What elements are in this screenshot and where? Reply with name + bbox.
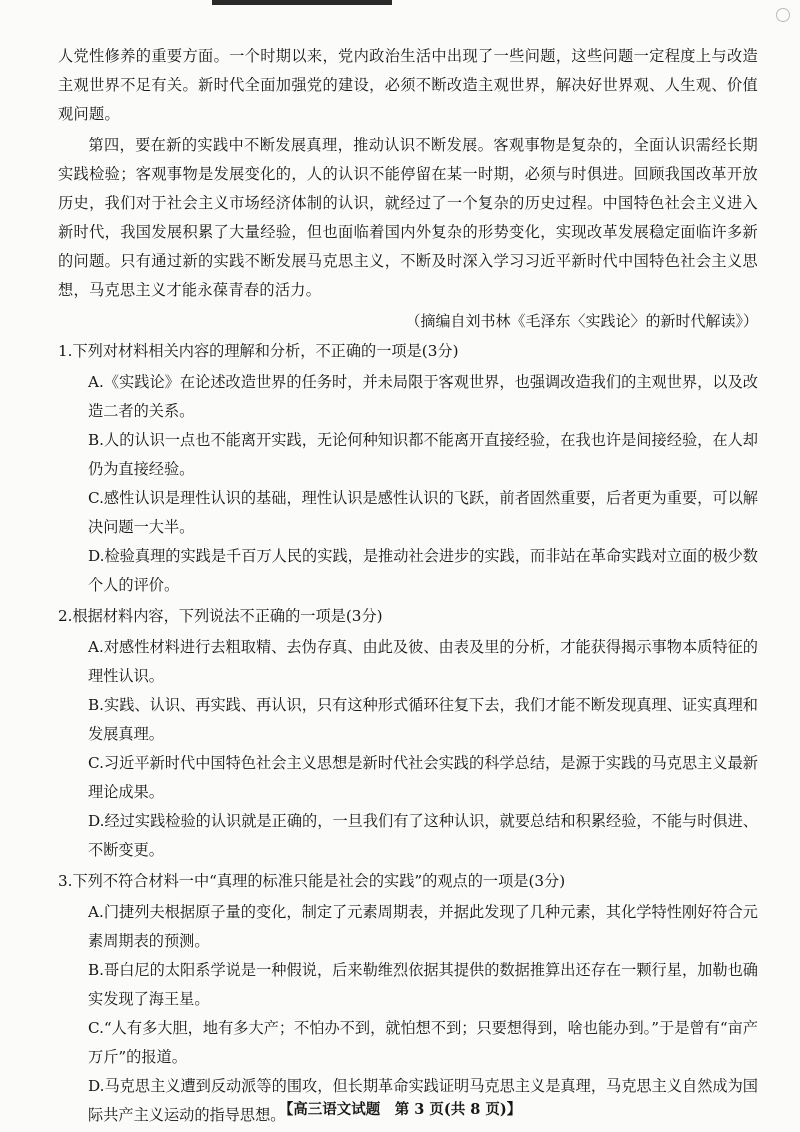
question-stem: 3.下列不符合材料一中“真理的标准只能是社会的实践”的观点的一项是(3分) — [58, 872, 566, 890]
passage-paragraph-1: 人党性修养的重要方面。一个时期以来，党内政治生活中出现了一些问题，这些问题一定程度上与改造主观世界不足有关。新时代全面加强党的建设，必须不断改造主观世界，解决好世界观、人生观、价值观问题。 — [58, 47, 758, 123]
option-d: D.马克思主义遭到反动派等的围攻，但长期革命实践证明马克思主义是真理，马克思主义自然成为国际共产主义运动的指导思想。 — [88, 1077, 758, 1124]
question-3 — [58, 867, 758, 1130]
option-a: A.《实践论》在论述改造世界的任务时，并未局限于客观世界，也强调改造我们的主观世界，以及改造二者的关系。 — [88, 373, 758, 420]
question-stem: 2.根据材料内容，下列说法不正确的一项是(3分) — [58, 607, 383, 625]
option-b: B.哥白尼的太阳系学说是一种假说，后来勒维烈依据其提供的数据推算出还存在一颗行星，加勒也确实发现了海王星。 — [88, 961, 758, 1008]
option-c: C.习近平新时代中国特色社会主义思想是新时代社会实践的科学总结，是源于实践的马克思主义最新理论成果。 — [88, 754, 758, 801]
option-b: B.人的认识一点也不能离开实践，无论何种知识都不能离开直接经验，在我也许是间接经验，在人却仍为直接经验。 — [88, 431, 758, 478]
option-a: A.门捷列夫根据原子量的变化，制定了元素周期表，并据此发现了几种元素，其化学特性刚好符合元素周期表的预测。 — [88, 903, 758, 950]
page-footer: 【高三语文试题 第 3 页(共 8 页)】 — [278, 1101, 522, 1118]
question-stem: 1.下列对材料相关内容的理解和分析，不正确的一项是(3分) — [58, 342, 459, 360]
option-a: A.对感性材料进行去粗取精、去伪存真、由此及彼、由表及里的分析，才能获得揭示事物本质特征的理性认识。 — [88, 638, 758, 685]
option-d: D.检验真理的实践是千百万人民的实践，是推动社会进步的实践，而非站在革命实践对立面的极少数个人的评价。 — [88, 547, 758, 594]
scan-mark — [212, 0, 392, 5]
option-c: C.“人有多大胆，地有多大产；不怕办不到，就怕想不到；只要想得到，啥也能办到。”于是曾有“亩产万斤”的报道。 — [88, 1019, 758, 1066]
passage-source: （摘编自刘书林《毛泽东〈实践论〉的新时代解读》） — [405, 312, 758, 330]
question-2 — [58, 602, 758, 865]
question-1 — [58, 337, 758, 600]
corner-mark — [776, 8, 790, 22]
option-b: B.实践、认识、再实践、再认识，只有这种形式循环往复下去，我们才能不断发现真理、证实真理和发展真理。 — [88, 696, 758, 743]
page-content — [58, 42, 758, 1130]
option-c: C.感性认识是理性认识的基础，理性认识是感性认识的飞跃，前者固然重要，后者更为重要，可以解决问题一大半。 — [88, 489, 758, 536]
passage-paragraph-2: 第四，要在新的实践中不断发展真理，推动认识不断发展。客观事物是复杂的，全面认识需经长期实践检验；客观事物是发展变化的，人的认识不能停留在某一时期，必须与时俱进。回顾我国改革开放历史，我们对于社会主义市场经济体制的认识，就经过了一个复杂的历史过程。中国特色社会主义进入新时代，我国发展积累了大量经验，但也面临着国内外复杂的形势变化，实现改革发展稳定面临许多新的问题。只有通过新的实践不断发展马克思主义，不断及时深入学习习近平新时代中国特色社会主义思想，马克思主义才能永葆青春的活力。 — [58, 136, 758, 299]
option-d: D.经过实践检验的认识就是正确的，一旦我们有了这种认识，就要总结和积累经验，不能与时俱进、不断变更。 — [88, 812, 758, 859]
